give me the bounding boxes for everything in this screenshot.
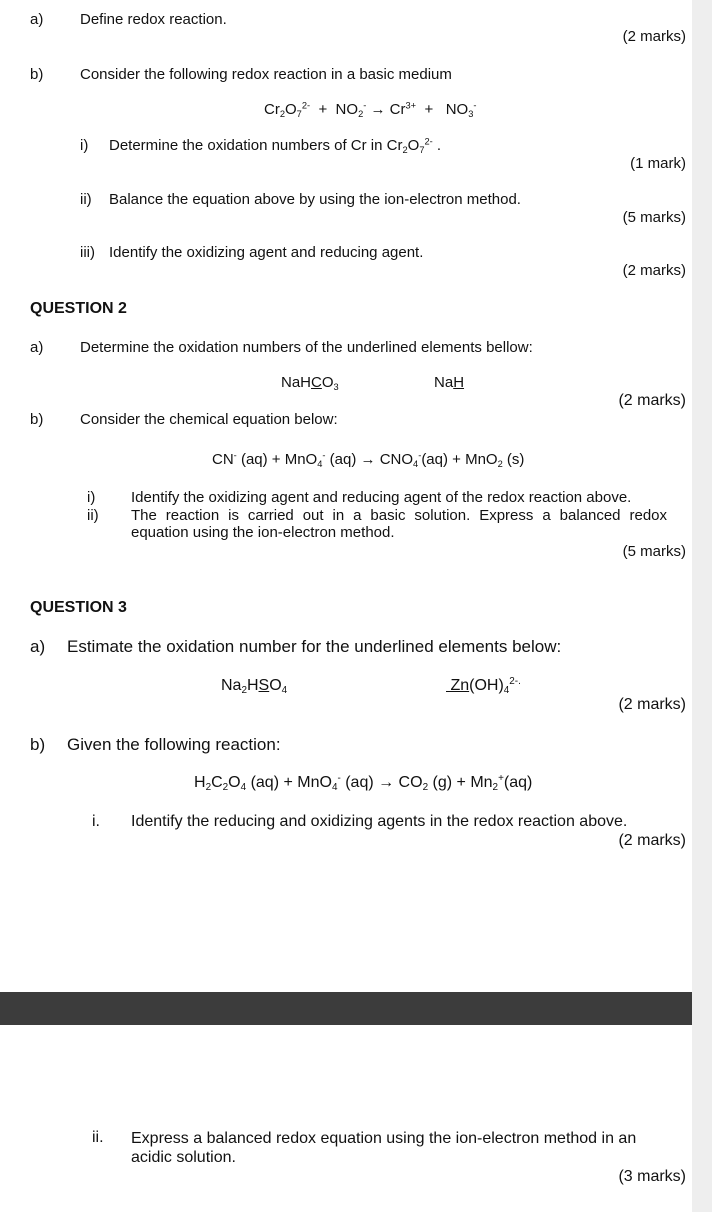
q3-ii-marks: (3 marks) xyxy=(618,1168,686,1185)
q2-heading: QUESTION 2 xyxy=(30,300,127,317)
q2-a-label: a) xyxy=(30,339,44,356)
q2-formula-nahco3: NaHCO$_3$ xyxy=(281,374,339,392)
q2-a-marks: (2 marks) xyxy=(618,392,686,409)
q1-a-label: a) xyxy=(30,11,44,28)
q3-i-marks: (2 marks) xyxy=(618,832,686,849)
q1-i-text-body: Determine the oxidation numbers of Cr in xyxy=(109,137,383,154)
q3-i-label: i. xyxy=(92,813,100,830)
q1-i-label: i) xyxy=(80,137,89,154)
q2-ii-label: ii) xyxy=(87,507,99,524)
q3-a-label: a) xyxy=(30,637,46,656)
q2-equation: CN- (aq) + MnO$_4$- $(aq) \to CNO_4^-(aq) + MnO_2$ (s) xyxy=(212,450,525,469)
q3-i-text: Identify the reducing and oxidizing agents in the redox reaction above. xyxy=(131,813,628,830)
q1-i-formula: $Cr_2O_7^{2-}$ . xyxy=(386,136,442,155)
q2-ii-marks: (5 marks) xyxy=(622,543,686,560)
q2-b-label: b) xyxy=(30,411,44,428)
q1-a-marks: (2 marks) xyxy=(622,28,686,45)
q1-equation: $Cr_2O_7^{2-} + NO_2^- \to Cr^{3+} + NO_3^-$ xyxy=(264,100,477,119)
q2-ii-text: The reaction is carried out in a basic solution. Express a balanced redox equation using the ion-electron method. xyxy=(131,507,667,541)
q3-a-text: Estimate the oxidation number for the underlined elements below: xyxy=(67,637,562,656)
q1-b-text: Consider the following redox reaction in a basic medium xyxy=(80,66,452,83)
scroll-gutter xyxy=(692,0,712,1212)
q3-b-text: Given the following reaction: xyxy=(67,735,281,754)
q3-formula-zn-oh4: $Zn(OH)_4^{2-.}$ xyxy=(446,676,521,696)
q1-ii-text: Balance the equation above by using the ion-electron method. xyxy=(109,191,521,208)
q3-ii-label: ii. xyxy=(92,1129,104,1146)
page-break-band xyxy=(0,992,692,1025)
q3-b-label: b) xyxy=(30,735,46,754)
q1-i-marks: (1 mark) xyxy=(630,155,686,172)
q2-a-text: Determine the oxidation numbers of the underlined elements bellow: xyxy=(80,339,533,356)
q3-heading: QUESTION 3 xyxy=(30,599,127,616)
q3-equation: $H_2C_2O_4$ (aq) + MnO$_4$- $(aq) \to CO_2$ $(g) + Mn_2^+(aq)$ xyxy=(194,773,533,793)
q3-a-marks: (2 marks) xyxy=(618,696,686,713)
q1-a-text: Define redox reaction. xyxy=(80,11,227,28)
q1-iii-text: Identify the oxidizing agent and reducing agent. xyxy=(109,244,424,261)
q2-formula-nah: NaH xyxy=(434,374,465,391)
q1-ii-label: ii) xyxy=(80,191,92,208)
q1-ii-marks: (5 marks) xyxy=(622,209,686,226)
q3-ii-text: Express a balanced redox equation using the ion-electron method in an acidic solution. xyxy=(131,1130,637,1166)
q3-formula-na2hso4: $Na_2HSO_4$ xyxy=(221,677,288,696)
q1-b-label: b) xyxy=(30,66,44,83)
q2-b-text: Consider the chemical equation below: xyxy=(80,411,338,428)
q2-i-text: Identify the oxidizing agent and reducing agent of the redox reaction above. xyxy=(131,489,632,506)
q1-i-text xyxy=(109,138,441,153)
q2-i-label: i) xyxy=(87,489,96,506)
q1-iii-label: iii) xyxy=(80,244,95,261)
q1-iii-marks: (2 marks) xyxy=(622,262,686,279)
